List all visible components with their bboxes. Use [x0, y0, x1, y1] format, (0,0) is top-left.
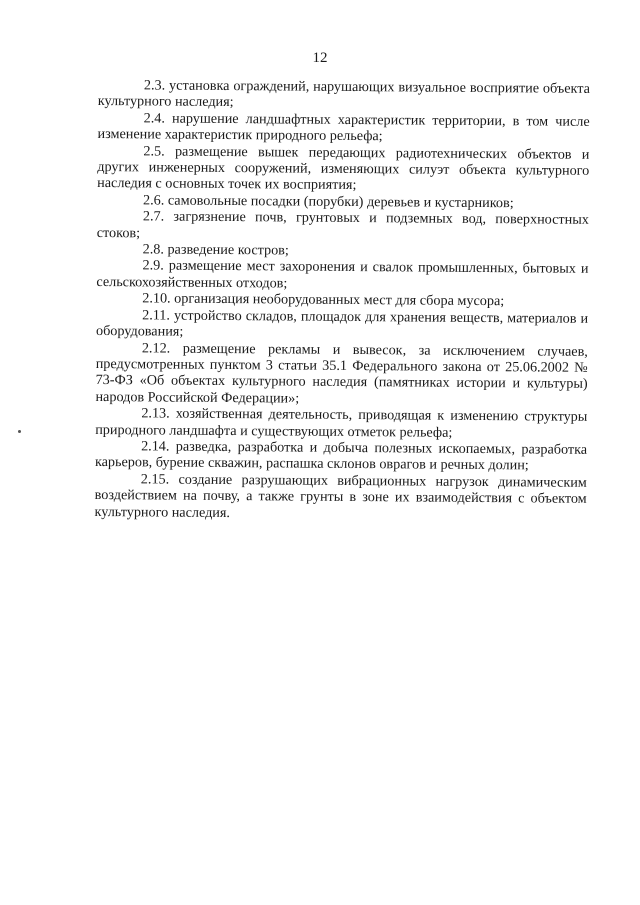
list-item-2-6: 2.6. самовольные посадки (порубки) деревьев и кустарников; — [142, 192, 514, 212]
page-number: 12 — [312, 50, 328, 66]
list-item-2-4: 2.4. нарушение ландшафтных характеристик территории, в том числе изменение характеристик природного рельефа; — [97, 110, 590, 145]
list-item-2-14: 2.14. разведка, разработка и добыча полезных ископаемых, разработка карьеров, бурение скважин, распашка склонов оврагов и речных долин; — [94, 438, 588, 474]
list-item-2-9: 2.9. размещение мест захоронения и свалок промышленных, бытовых и сельскохозяйственных отходов; — [96, 257, 589, 292]
list-item-2-3: 2.3. установка ограждений, нарушающих визуальное восприятие объекта культурного наследия; — [97, 77, 590, 111]
list-item-2-13: 2.13. хозяйственная деятельность, приводящая к изменению структуры природного ландшафта и существующих отметок рельефа; — [95, 405, 588, 441]
list-item-2-5: 2.5. размещение вышек передающих радиотехнических объектов и других инженерных сооружений, изменяющих силуэт объекта культурного наследия с основных точек их восприятия; — [97, 142, 590, 194]
list-item-2-11: 2.11. устройство складов, площадок для хранения веществ, материалов и оборудования; — [95, 307, 589, 340]
list-item-2-15: 2.15. создание разрушающих вибрационных нагрузок динамическим воздействием на почву, а также грунты в зоне их взаимодействия с объектом культурного наследия. — [94, 471, 587, 521]
scan-margin-mark — [18, 430, 21, 433]
list-item-2-12: 2.12. размещение рекламы и вывесок, за исключением случаев, предусмотренных пунктом 3 статьи 35.1 Федерального закона от 25.06.2002 № 73-ФЗ «Об объектах культурного наследия (памятниках истории и культуры) народов Российской Федерации»; — [95, 339, 588, 407]
list-item-2-10: 2.10. организация необорудованных мест для сбора мусора; — [142, 290, 505, 310]
document-body — [95, 77, 590, 524]
list-item-2-7: 2.7. загрязнение почв, грунтовых и подземных вод, поверхностных стоков; — [96, 208, 589, 241]
list-item-2-8: 2.8. разведение костров; — [142, 241, 289, 259]
